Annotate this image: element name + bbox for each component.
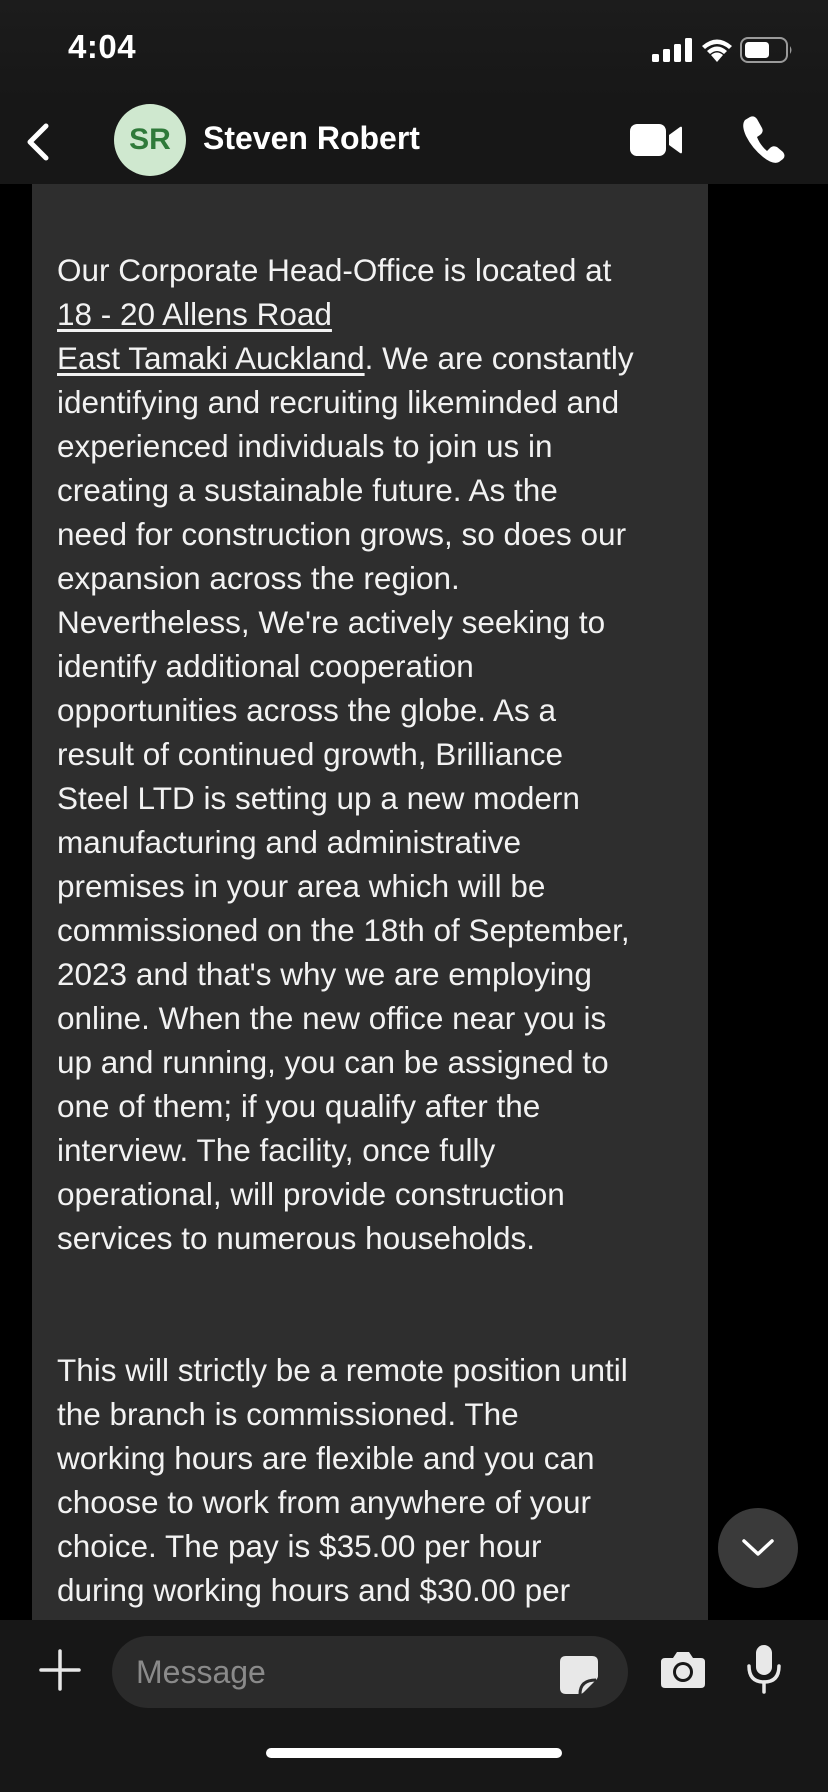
conversation-area[interactable] xyxy=(0,184,828,1620)
message-input[interactable] xyxy=(112,1636,628,1708)
wifi-icon xyxy=(700,36,734,62)
message-paragraph-2 xyxy=(57,1348,688,1612)
camera-icon[interactable] xyxy=(660,1650,706,1690)
microphone-icon[interactable] xyxy=(746,1644,782,1694)
back-icon[interactable] xyxy=(18,116,62,168)
battery-icon xyxy=(740,36,794,64)
chevron-down-icon xyxy=(741,1538,775,1558)
message-line: . We are constantly xyxy=(364,340,634,376)
message-line: the branch is commissioned. The xyxy=(57,1396,519,1432)
message-line: commissioned on the 18th of September, xyxy=(57,912,630,948)
sticker-icon[interactable] xyxy=(558,1654,600,1694)
message-line: result of continued growth, Brilliance xyxy=(57,736,564,772)
status-time: 4:04 xyxy=(68,28,137,65)
message-line: Steel LTD is setting up a new modern xyxy=(57,780,580,816)
message-line: identify additional cooperation xyxy=(57,648,474,684)
message-line: services to numerous households. xyxy=(57,1220,536,1256)
message-line: interview. The facility, once fully xyxy=(57,1132,496,1168)
message-placeholder: Message xyxy=(136,1654,266,1690)
message-line: opportunities across the globe. As a xyxy=(57,692,557,728)
scroll-to-bottom-button[interactable] xyxy=(718,1508,798,1588)
message-line: 2023 and that's why we are employing xyxy=(57,956,592,992)
status-bar xyxy=(0,0,828,100)
message-text xyxy=(57,248,688,1612)
message-line: Our Corporate Head-Office is located at xyxy=(57,252,612,288)
address-link[interactable]: 18 - 20 Allens Road xyxy=(57,296,332,332)
input-bar xyxy=(0,1620,828,1792)
conversation-header xyxy=(0,100,828,184)
message-line: working hours are flexible and you can xyxy=(57,1440,595,1476)
home-indicator xyxy=(266,1748,562,1758)
message-line: This will strictly be a remote position until xyxy=(57,1352,628,1388)
message-line: premises in your area which will be xyxy=(57,868,546,904)
phone-icon[interactable] xyxy=(740,114,786,164)
message-line: manufacturing and administrative xyxy=(57,824,521,860)
address-link-continued[interactable]: East Tamaki Auckland xyxy=(57,340,365,376)
message-line: choose to work from anywhere of your xyxy=(57,1484,591,1520)
message-line: operational, will provide construction xyxy=(57,1176,565,1212)
message-line: online. When the new office near you is xyxy=(57,1000,607,1036)
message-line: experienced individuals to join us in xyxy=(57,428,553,464)
avatar[interactable]: SR xyxy=(114,104,186,176)
contact-name[interactable]: Steven Robert xyxy=(203,120,420,156)
message-line: creating a sustainable future. As the xyxy=(57,472,558,508)
message-line: Nevertheless, We're actively seeking to xyxy=(57,604,606,640)
plus-icon[interactable] xyxy=(38,1648,82,1692)
message-line: during working hours and $30.00 per xyxy=(57,1572,571,1608)
message-line: identifying and recruiting likeminded and xyxy=(57,384,620,420)
message-bubble[interactable] xyxy=(32,184,708,1620)
message-line: expansion across the region. xyxy=(57,560,460,596)
video-camera-icon[interactable] xyxy=(628,118,684,162)
message-line: up and running, you can be assigned to xyxy=(57,1044,609,1080)
message-paragraph-1 xyxy=(57,248,688,1260)
message-line: need for construction grows, so does our xyxy=(57,516,627,552)
message-line: choice. The pay is $35.00 per hour xyxy=(57,1528,542,1564)
message-line: one of them; if you qualify after the xyxy=(57,1088,541,1124)
signal-icon xyxy=(652,38,692,62)
